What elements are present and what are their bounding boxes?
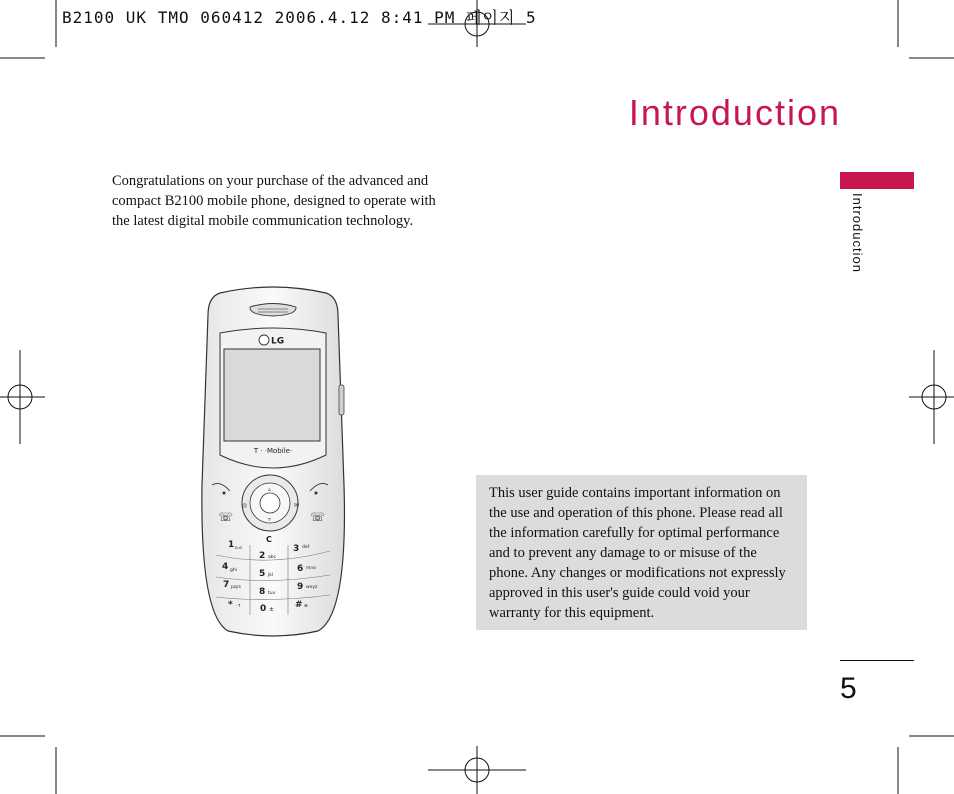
svg-text:tuv: tuv bbox=[268, 591, 276, 596]
svg-text:9: 9 bbox=[297, 582, 304, 592]
camera-icon: ◎ bbox=[242, 502, 248, 509]
page-title: Introduction bbox=[628, 92, 841, 133]
svg-text:8: 8 bbox=[259, 587, 266, 597]
svg-text:2: 2 bbox=[259, 551, 266, 561]
nav-up-icon: ▵ bbox=[268, 486, 272, 493]
call-icon: ☏ bbox=[218, 510, 234, 524]
svg-text:o.o: o.o bbox=[235, 546, 242, 551]
svg-text:wxyz: wxyz bbox=[306, 585, 318, 590]
lg-logo-icon bbox=[259, 335, 269, 345]
svg-text:⊕: ⊕ bbox=[304, 604, 308, 609]
svg-text:0: 0 bbox=[260, 604, 267, 614]
svg-text:·↑: ·↑ bbox=[236, 604, 242, 609]
svg-text:1: 1 bbox=[228, 540, 235, 550]
registration-mark-top bbox=[428, 0, 526, 47]
svg-text:abc: abc bbox=[268, 555, 277, 560]
svg-text:±: ± bbox=[269, 606, 275, 613]
intro-paragraph: Congratulations on your purchase of the advanced and compact B2100 mobile phone, designed to operate with the latest digital mobile communication technology. bbox=[112, 173, 436, 229]
note-box-text: This user guide contains important information on the use and operation of this phone. Please read all the information carefully for optimal performance and to prevent any damage to or misuse of the phone. Any changes or modifications not expressly approved in this user's guide could void your warranty for this equipment. bbox=[489, 485, 786, 621]
carrier-logo-text: T · ·Mobile· bbox=[253, 447, 293, 455]
svg-text:ghi: ghi bbox=[230, 568, 237, 573]
svg-text:3: 3 bbox=[293, 544, 300, 554]
end-call-icon: ☏ bbox=[310, 510, 326, 524]
phone-screen bbox=[224, 349, 320, 441]
svg-text:4: 4 bbox=[222, 562, 229, 572]
page-number: 5 bbox=[840, 672, 857, 705]
brand-logo-text: LG bbox=[271, 336, 285, 347]
registration-mark-left bbox=[0, 350, 45, 444]
svg-text:#: # bbox=[295, 600, 303, 610]
svg-text:mno: mno bbox=[306, 566, 316, 571]
nav-down-icon: ▿ bbox=[268, 516, 272, 523]
svg-text:7: 7 bbox=[223, 580, 230, 590]
page-number-rule bbox=[840, 660, 914, 661]
registration-mark-bottom bbox=[428, 746, 526, 794]
phone-illustration bbox=[198, 285, 348, 637]
message-icon: ✉ bbox=[294, 502, 300, 509]
ok-key bbox=[260, 493, 280, 513]
svg-text:jkl: jkl bbox=[268, 573, 274, 578]
clear-key: C bbox=[266, 535, 272, 544]
note-box bbox=[476, 475, 807, 630]
print-header: B2100 UK TMO 060412 2006.4.12 8:41 PM 페이지 5 bbox=[62, 8, 537, 27]
side-tab-bar bbox=[840, 172, 914, 189]
svg-text:pqrs: pqrs bbox=[231, 585, 241, 590]
side-tab-label: Introduction bbox=[850, 193, 865, 273]
svg-text:5: 5 bbox=[259, 569, 266, 579]
svg-text:6: 6 bbox=[297, 564, 304, 574]
svg-text:def: def bbox=[302, 545, 310, 550]
registration-mark-right bbox=[909, 350, 954, 444]
svg-text:*: * bbox=[228, 600, 233, 610]
